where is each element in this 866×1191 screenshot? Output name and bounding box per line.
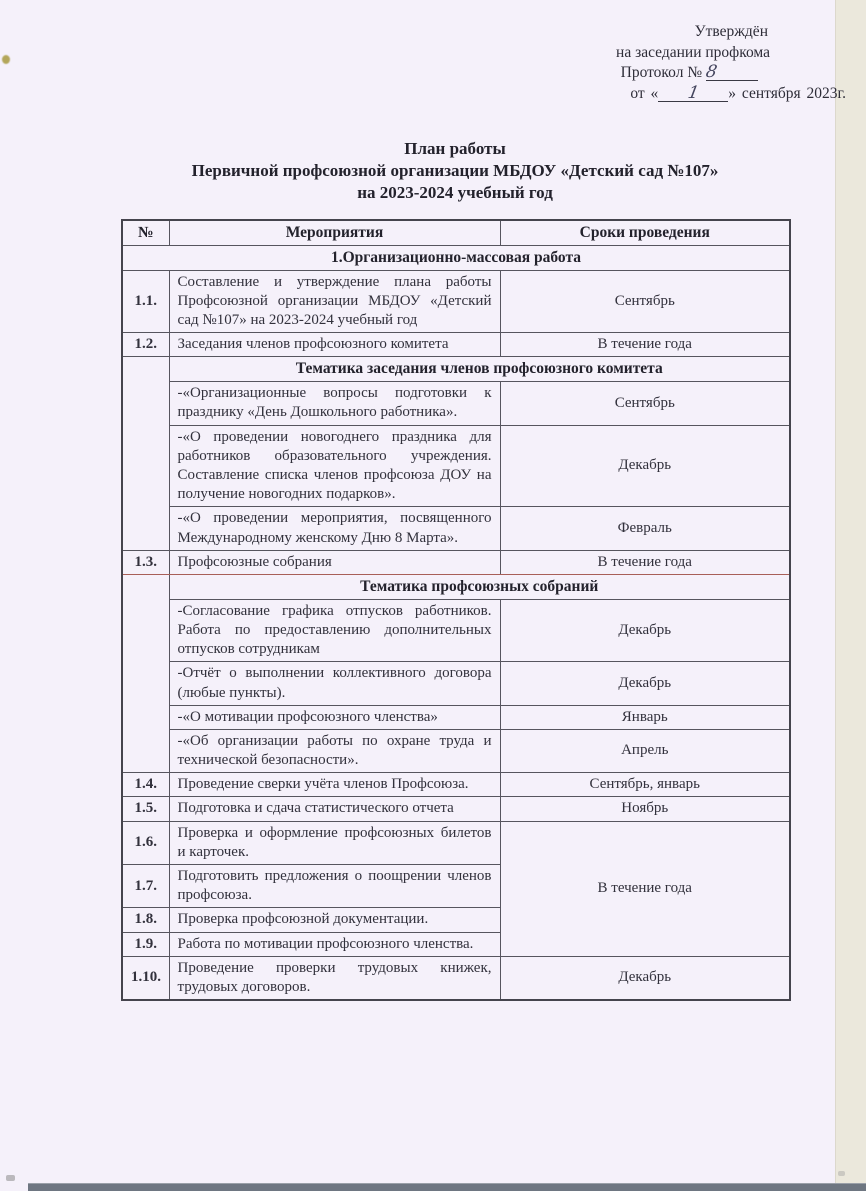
activity-cell: Профсоюзные собрания: [169, 550, 500, 574]
approval-line-4: [536, 84, 846, 105]
row-number: 1.3.: [122, 550, 169, 574]
activity-cell: Подготовка и сдача статистического отчета: [169, 797, 500, 821]
scan-speck: [6, 1175, 15, 1181]
table-row-topic: [122, 662, 790, 705]
section-header-row: [122, 245, 790, 270]
period-cell: Сентябрь, январь: [500, 773, 790, 797]
table-row-topic: [122, 729, 790, 772]
activity-cell: -Отчёт о выполнении коллективного договора (любые пункты).: [169, 662, 500, 705]
table-row-1-4: [122, 773, 790, 797]
period-cell: Февраль: [500, 507, 790, 550]
empty-number-cell: [122, 357, 169, 550]
activity-cell: Работа по мотивации профсоюзного членства.: [169, 932, 500, 956]
subsection-header: Тематика заседания членов профсоюзного комитета: [169, 357, 790, 382]
row-number: 1.9.: [122, 932, 169, 956]
row-number: 1.10.: [122, 956, 169, 1000]
header-period: Сроки проведения: [500, 220, 790, 245]
period-cell: Сентябрь: [500, 270, 790, 333]
period-cell: В течение года: [500, 550, 790, 574]
period-cell: Декабрь: [500, 662, 790, 705]
period-cell: Декабрь: [500, 956, 790, 1000]
date-day-blank: [658, 82, 728, 103]
period-cell: В течение года: [500, 333, 790, 357]
period-cell: Ноябрь: [500, 797, 790, 821]
row-number: 1.4.: [122, 773, 169, 797]
activity-cell: Проведение сверки учёта членов Профсоюза.: [169, 773, 500, 797]
subsection-header-row: [122, 357, 790, 382]
title-line-1: План работы: [404, 139, 506, 158]
table-header-row: [122, 220, 790, 245]
row-number: 1.5.: [122, 797, 169, 821]
activity-cell: -«О проведении мероприятия, посвященного Международному женскому Дню 8 Марта».: [169, 507, 500, 550]
activity-cell: Заседания членов профсоюзного комитета: [169, 333, 500, 357]
table-row-1-6: [122, 821, 790, 864]
date-prefix: от «: [630, 84, 659, 102]
header-activity: Мероприятия: [169, 220, 500, 245]
activity-cell: -«Об организации работы по охране труда и технической безопасности».: [169, 729, 500, 772]
table-row-1-5: [122, 797, 790, 821]
title-line-2: Первичной профсоюзной организации МБДОУ «Детский сад №107»: [191, 161, 719, 180]
empty-number-cell: [122, 574, 169, 772]
period-cell: Декабрь: [500, 599, 790, 662]
approval-line-3: [536, 63, 846, 84]
activity-cell: Проверка профсоюзной документации.: [169, 908, 500, 932]
approval-line-1: Утверждён: [694, 23, 768, 40]
period-cell: Апрель: [500, 729, 790, 772]
approval-block: [536, 22, 846, 104]
row-number: 1.1.: [122, 270, 169, 333]
table-row-1-3: [122, 550, 790, 574]
scan-speck: [2, 55, 10, 64]
activity-cell: -«О проведении новогоднего праздника для работников образовательного учреждения. Составление списка членов профсоюза ДОУ на получение новогодних подарков».: [169, 425, 500, 507]
subsection-header: Тематика профсоюзных собраний: [169, 574, 790, 599]
activity-cell: Подготовить предложения о поощрении членов профсоюза.: [169, 865, 500, 908]
period-cell: Сентябрь: [500, 382, 790, 425]
period-cell: Декабрь: [500, 425, 790, 507]
subsection-header-row: [122, 574, 790, 599]
activity-cell: Проведение проверки трудовых книжек, трудовых договоров.: [169, 956, 500, 1000]
row-number: 1.7.: [122, 865, 169, 908]
table-row-topic: [122, 705, 790, 729]
document-title: [121, 138, 789, 204]
activity-cell: Проверка и оформление профсоюзных билетов и карточек.: [169, 821, 500, 864]
scanner-edge-strip: [835, 0, 866, 1191]
table-row-topic: [122, 507, 790, 550]
table-row-1-2: [122, 333, 790, 357]
row-number: 1.8.: [122, 908, 169, 932]
period-cell-merged: В течение года: [500, 821, 790, 956]
row-number: 1.6.: [122, 821, 169, 864]
activity-cell: -«Организационные вопросы подготовки к празднику «День Дошкольного работника».: [169, 382, 500, 425]
period-cell: Январь: [500, 705, 790, 729]
plan-table: [121, 219, 791, 1001]
title-line-3: на 2023-2024 учебный год: [357, 183, 553, 202]
activity-cell: -Согласование графика отпусков работников. Работа по предоставлению дополнительных отпусков сотрудникам: [169, 599, 500, 662]
table-row-topic: [122, 599, 790, 662]
protocol-number-blank: [704, 62, 758, 82]
scanner-bottom-strip: [28, 1183, 866, 1191]
table-row-topic: [122, 382, 790, 425]
date-day-handwritten: 1: [686, 82, 701, 103]
table-row-1-10: [122, 956, 790, 1000]
table-row-topic: [122, 425, 790, 507]
protocol-number-handwritten: 8: [704, 62, 719, 82]
activity-cell: Составление и утверждение плана работы Профсоюзной организации МБДОУ «Детский сад №107» на 2023-2024 учебный год: [169, 270, 500, 333]
header-number: №: [122, 220, 169, 245]
approval-line-2: на заседании профкома: [616, 43, 770, 61]
row-number: 1.2.: [122, 333, 169, 357]
activity-cell: -«О мотивации профсоюзного членства»: [169, 705, 500, 729]
section-header: 1.Организационно-массовая работа: [122, 245, 790, 270]
scan-speck: [838, 1171, 845, 1176]
date-suffix: » сентября 2023г.: [728, 84, 846, 102]
protocol-label: Протокол №: [620, 64, 703, 81]
table-row-1-1: [122, 270, 790, 333]
